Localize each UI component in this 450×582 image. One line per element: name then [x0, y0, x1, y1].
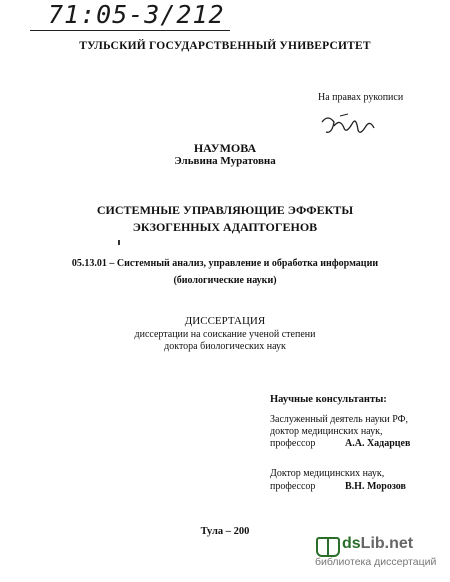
consultant2-title-line2: профессор [270, 481, 316, 492]
thesis-title-line1: СИСТЕМНЫЕ УПРАВЛЯЮЩИЕ ЭФФЕКТЫ [96, 203, 354, 217]
watermark-subtitle: библиотека диссертаций [315, 556, 437, 568]
watermark-logo[interactable] [342, 535, 413, 553]
rights-notice: На правах рукописи [318, 92, 404, 103]
registry-underline [30, 30, 230, 31]
document-description-line2: доктора биологических наук [164, 341, 286, 352]
consultants-heading: Научные консультанты: [270, 394, 387, 405]
university-name: ТУЛЬСКИЙ ГОСУДАРСТВЕННЫЙ УНИВЕРСИТЕТ [79, 40, 371, 52]
document-type: ДИССЕРТАЦИЯ [184, 315, 266, 327]
specialty-line: 05.13.01 – Системный анализ, управление и обработка информации [71, 258, 379, 269]
author-first-names: Эльвина Муратовна [174, 155, 276, 167]
author-last-name: НАУМОВА [193, 141, 257, 155]
thesis-title-line2: ЭКЗОГЕННЫХ АДАПТОГЕНОВ [132, 220, 318, 234]
document-description-line1: диссертации на соискание ученой степени [134, 329, 316, 340]
city-year: Тула – 200 [200, 526, 250, 537]
registry-number-handwritten: 71:05-3/212 [48, 0, 225, 29]
scan-speck [118, 240, 120, 245]
consultant2-title-line1: Доктор медицинских наук, [270, 468, 385, 479]
consultant2-name: В.Н. Морозов [345, 481, 406, 492]
consultant1-title-line2: доктор медицинских наук, [270, 426, 383, 437]
watermark-logo-lib: Lib.net [360, 535, 414, 552]
watermark-logo-ds: ds [342, 535, 361, 552]
consultant1-title-line1: Заслуженный деятель науки РФ, [270, 414, 409, 425]
book-icon [316, 537, 340, 557]
consultant1-title-line3: профессор [270, 438, 316, 449]
consultant1-name: А.А. Хадарцев [345, 438, 411, 449]
specialty-field: (биологические науки) [173, 275, 277, 286]
